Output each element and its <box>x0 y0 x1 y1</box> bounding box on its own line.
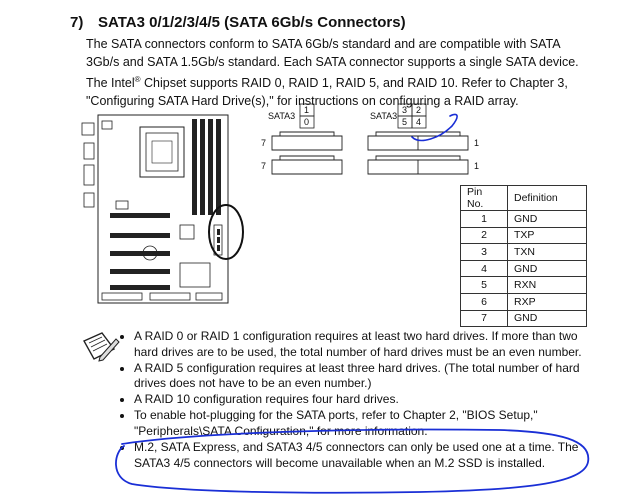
pin-definition: RXP <box>508 293 587 310</box>
pin-7-label: 7 <box>261 138 267 148</box>
port-label: 4 <box>416 117 422 127</box>
note-pencil-icon <box>80 327 120 367</box>
pin-definition: GND <box>508 211 587 228</box>
table-header-row <box>461 186 587 211</box>
pin-definition: RXN <box>508 277 587 294</box>
pin-definition: TXN <box>508 244 587 261</box>
port-label: 1 <box>304 105 310 115</box>
pin-number: 5 <box>461 277 508 294</box>
pin-number: 4 <box>461 260 508 277</box>
list-item: • M.2, SATA Express, and SATA3 4/5 connectors can only be used one at a time. The SATA3 4/5 connectors will become unavailable when an M.2 SSD is installed. <box>134 440 604 471</box>
motherboard-diagram <box>80 113 230 306</box>
section-title: SATA3 0/1/2/3/4/5 (SATA 6Gb/s Connectors) <box>98 14 406 31</box>
port-label: 2 <box>416 105 422 115</box>
port-label: 0 <box>304 117 310 127</box>
pin-definition: TXP <box>508 227 587 244</box>
sata3-left-label: SATA3 <box>268 111 296 121</box>
pin-number: 6 <box>461 293 508 310</box>
intro-text-1: The SATA connectors conform to SATA 6Gb/s standard and are compatible with SATA 3Gb/s and SATA 1.5Gb/s standard. Each SATA connector supports a single SATA device. The Intel <box>86 37 579 91</box>
pin-7-label: 7 <box>261 161 267 171</box>
sata3-right-label: SATA3 <box>370 111 398 121</box>
port-label: 5 <box>402 117 408 127</box>
pin-no-header: Pin No. <box>461 186 508 211</box>
pin-definition: GND <box>508 310 587 327</box>
table-row <box>461 277 587 294</box>
section-heading <box>70 14 406 31</box>
port-label: 3 <box>402 105 408 115</box>
table-row <box>461 310 587 327</box>
sata-connector-diagram <box>258 100 488 180</box>
table-row <box>461 244 587 261</box>
table-row <box>461 260 587 277</box>
list-item: • A RAID 10 configuration requires four hard drives. <box>134 392 604 408</box>
list-item: • To enable hot-plugging for the SATA ports, refer to Chapter 2, "BIOS Setup," "Peripherals\SATA Configuration," for more information. <box>134 408 604 439</box>
list-item: • A RAID 5 configuration requires at least three hard drives. (The total number of hard drives does not have to be an even number.) <box>134 361 604 392</box>
pin-1-label: 1 <box>474 161 480 171</box>
pin-definition: GND <box>508 260 587 277</box>
definition-header: Definition <box>508 186 587 211</box>
pin-number: 3 <box>461 244 508 261</box>
table-row <box>461 293 587 310</box>
pin-number: 2 <box>461 227 508 244</box>
registered-mark: ® <box>134 75 141 84</box>
pin-number: 1 <box>461 211 508 228</box>
notes-list <box>118 329 604 472</box>
table-row <box>461 211 587 228</box>
intro-text-2: Chipset supports RAID 0, RAID 1, RAID 5, and RAID 10. Refer to Chapter 3, "Configuring SATA Hard Drive(s)," for instructions on configuring a RAID array. <box>86 76 568 108</box>
table-row <box>461 227 587 244</box>
section-number: 7) <box>70 14 84 31</box>
pin-number: 7 <box>461 310 508 327</box>
list-item: • A RAID 0 or RAID 1 configuration requires at least two hard drives. If more than two hard drives are to be used, the total number of hard drives must be an even number. <box>134 329 604 360</box>
pin-1-label: 1 <box>474 138 480 148</box>
pin-definition-table <box>460 185 587 327</box>
